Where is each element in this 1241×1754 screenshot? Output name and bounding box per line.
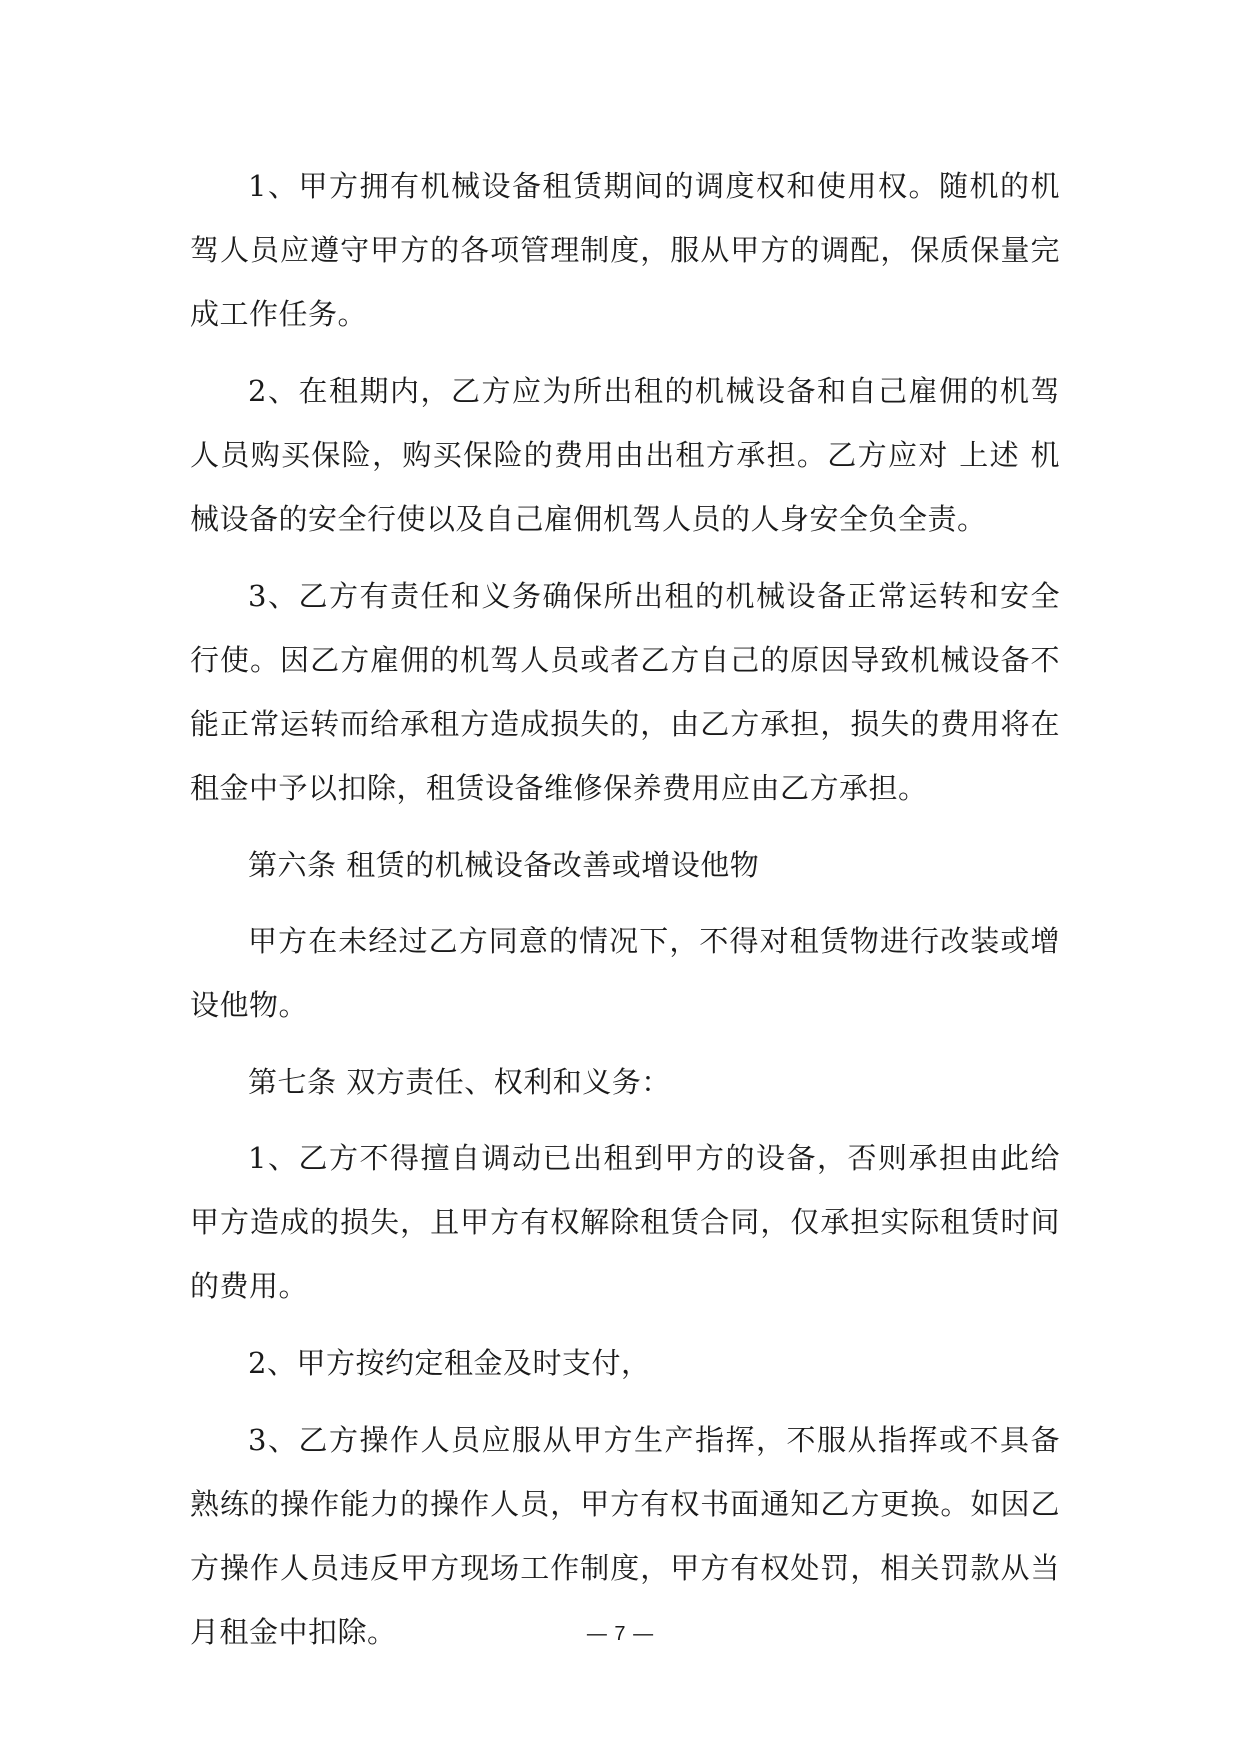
clause-paragraph-2: 2、在租期内，乙方应为所出租的机械设备和自己雇佣的机驾人员购买保险，购买保险的费用由出租方承担。乙方应对 上述 机械设备的安全行使以及自己雇佣机驾人员的人身安全负全责。 (190, 374, 1060, 536)
document-body (190, 154, 1060, 1677)
article-six-heading: 第六条 租赁的机械设备改善或增设他物 (248, 848, 760, 882)
article-seven-heading: 第七条 双方责任、权利和义务： (248, 1065, 671, 1099)
article-seven-item-1: 1、乙方不得擅自调动已出租到甲方的设备，否则承担由此给甲方造成的损失，且甲方有权解除租赁合同，仅承担实际租赁时间的费用。 (190, 1141, 1060, 1303)
page-number: — 7 — (586, 1623, 655, 1645)
article-seven-item-2: 2、甲方按约定租金及时支付， (248, 1346, 651, 1380)
article-six-paragraph: 甲方在未经过乙方同意的情况下，不得对租赁物进行改装或增设他物。 (190, 924, 1060, 1022)
article-seven-item-3: 3、乙方操作人员应服从甲方生产指挥，不服从指挥或不具备熟练的操作能力的操作人员，甲方有权书面通知乙方更换。如因乙方操作人员违反甲方现场工作制度，甲方有权处罚，相关罚款从当月租金中扣除。 (190, 1423, 1060, 1649)
clause-paragraph-1: 1、甲方拥有机械设备租赁期间的调度权和使用权。随机的机驾人员应遵守甲方的各项管理制度，服从甲方的调配，保质保量完成工作任务。 (190, 169, 1060, 331)
clause-paragraph-3: 3、乙方有责任和义务确保所出租的机械设备正常运转和安全行使。因乙方雇佣的机驾人员或者乙方自己的原因导致机械设备不能正常运转而给承租方造成损失的，由乙方承担，损失的费用将在租金中予以扣除，租赁设备维修保养费用应由乙方承担。 (190, 579, 1060, 805)
